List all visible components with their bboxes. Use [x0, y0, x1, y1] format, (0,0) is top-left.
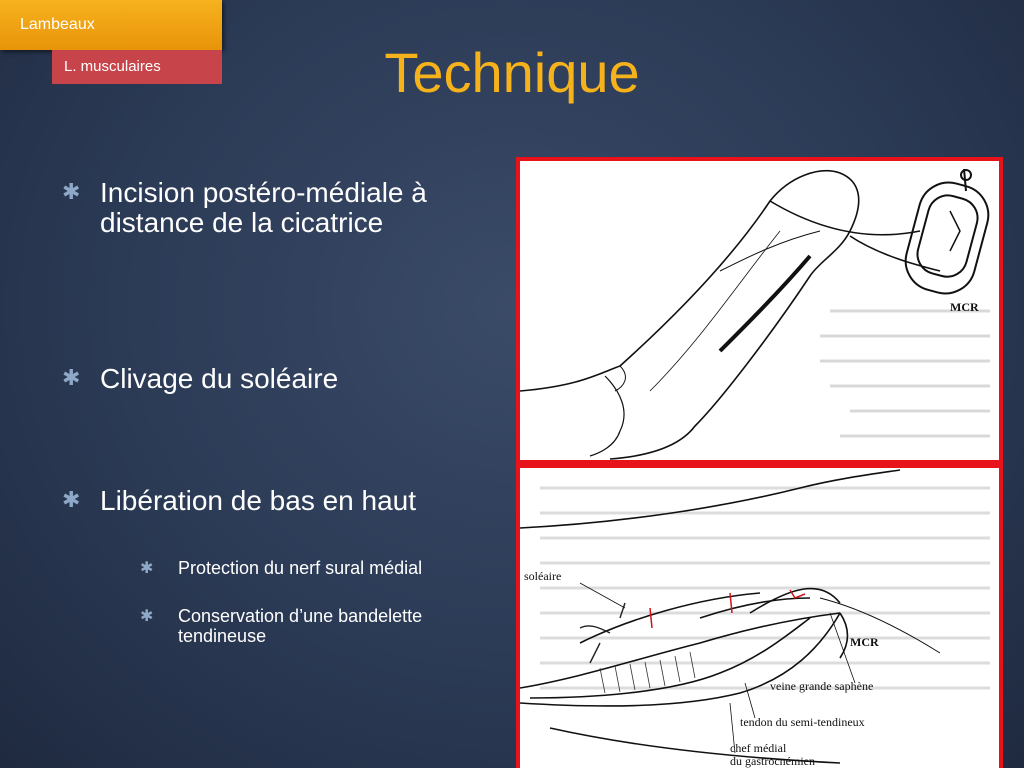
sub-bullet-text: Protection du nerf sural médial	[178, 558, 423, 578]
bullet-text: Incision postéro-médiale à distance de la cicatrice	[100, 177, 427, 238]
asterisk-bullet-icon: ✱	[140, 558, 154, 577]
asterisk-bullet-icon: ✱	[62, 180, 81, 205]
slide-title: Technique	[384, 41, 640, 104]
asterisk-bullet-icon: ✱	[62, 488, 81, 513]
label-chef-1: chef médial	[730, 741, 787, 755]
label-veine: veine grande saphène	[770, 679, 874, 693]
section-tag: Lambeaux	[0, 0, 222, 50]
subsection-tag: L. musculaires	[52, 50, 222, 84]
signature-text: MCR	[950, 300, 979, 314]
bullet-text: Clivage du soléaire	[100, 363, 339, 394]
label-tendon: tendon du semi-tendineux	[740, 715, 865, 729]
bullet-text: Libération de bas en haut	[100, 485, 417, 516]
sub-bullet-text: Conservation d’une bandelette tendineuse	[178, 606, 423, 646]
label-chef-2: du gastrocnémien	[730, 754, 815, 768]
asterisk-bullet-icon: ✱	[62, 366, 81, 391]
dissection-drawing	[520, 468, 999, 768]
asterisk-bullet-icon: ✱	[140, 606, 154, 625]
leg-incision-illustration	[516, 157, 1003, 464]
signature-text: MCR	[850, 635, 879, 649]
leg-drawing	[520, 161, 999, 460]
label-soleaire: soléaire	[524, 569, 562, 583]
dissection-illustration	[516, 464, 1003, 768]
